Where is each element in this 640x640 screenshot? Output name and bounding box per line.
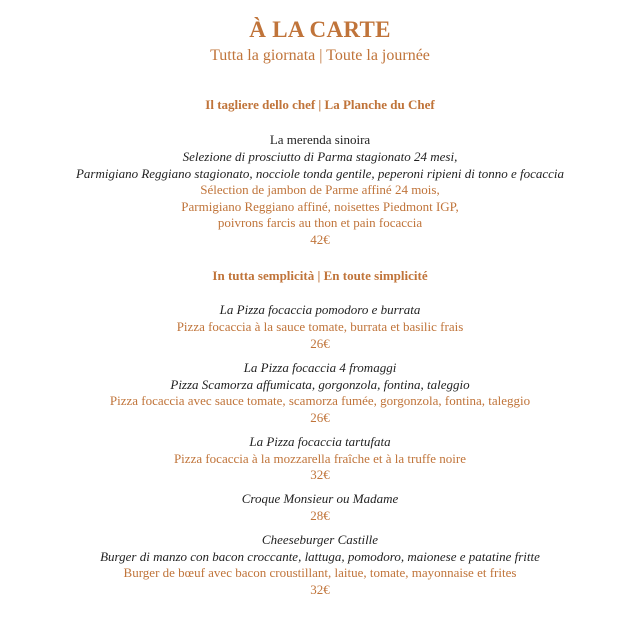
menu-item-name: La Pizza focaccia 4 fromaggi: [243, 360, 397, 375]
menu-item-price: 26€: [310, 336, 330, 351]
menu-item-description-fr: Pizza focaccia avec sauce tomate, scamorza fumée, gorgonzola, fontina, taleggio: [109, 393, 531, 408]
menu-item-price: 28€: [310, 508, 330, 523]
menu-item-description-it: Pizza Scamorza affumicata, gorgonzola, fontina, taleggio: [170, 377, 470, 392]
menu-item-price: 32€: [310, 467, 330, 482]
menu-item-name: La Pizza focaccia tartufata: [249, 434, 391, 449]
menu-item-description-fr: Sélection de jambon de Parme affiné 24 mois,: [200, 182, 440, 197]
menu-item-description-fr: Burger de bœuf avec bacon croustillant, laitue, tomate, mayonnaise et frites: [123, 565, 517, 580]
menu-item-price: 26€: [310, 410, 330, 425]
menu-item-name: Cheeseburger Castille: [261, 532, 379, 547]
menu-item-description-fr: Pizza focaccia à la mozzarella fraîche et à la truffe noire: [173, 451, 467, 466]
menu-item-description-fr: Pizza focaccia à la sauce tomate, burrata et basilic frais: [176, 319, 464, 334]
menu-item-description-it: Parmigiano Reggiano stagionato, nocciole tonda gentile, peperoni ripieni di tonno e focaccia: [75, 166, 565, 181]
menu-item-price: 42€: [310, 232, 330, 247]
page-title: À LA CARTE: [249, 17, 391, 42]
menu-item-description-fr: poivrons farcis au thon et pain focaccia: [217, 215, 423, 230]
menu-item-description-it: Burger di manzo con bacon croccante, lattuga, pomodoro, maionese e patatine fritte: [100, 549, 540, 564]
menu-item-description-it: Selezione di prosciutto di Parma stagionato 24 mesi,: [182, 149, 458, 164]
section-heading-simplicity: In tutta semplicità | En toute simplicité: [212, 268, 428, 283]
menu-item-price: 32€: [310, 582, 330, 597]
menu-item-name: La Pizza focaccia pomodoro e burrata: [219, 302, 421, 317]
menu-item-name: La merenda sinoira: [269, 132, 371, 147]
page-subtitle: Tutta la giornata | Toute la journée: [210, 47, 430, 64]
section-heading-chef-board: Il tagliere dello chef | La Planche du Chef: [205, 97, 435, 112]
menu-item-name: Croque Monsieur ou Madame: [241, 491, 399, 506]
menu-item-description-fr: Parmigiano Reggiano affiné, noisettes Piedmont IGP,: [181, 199, 459, 214]
